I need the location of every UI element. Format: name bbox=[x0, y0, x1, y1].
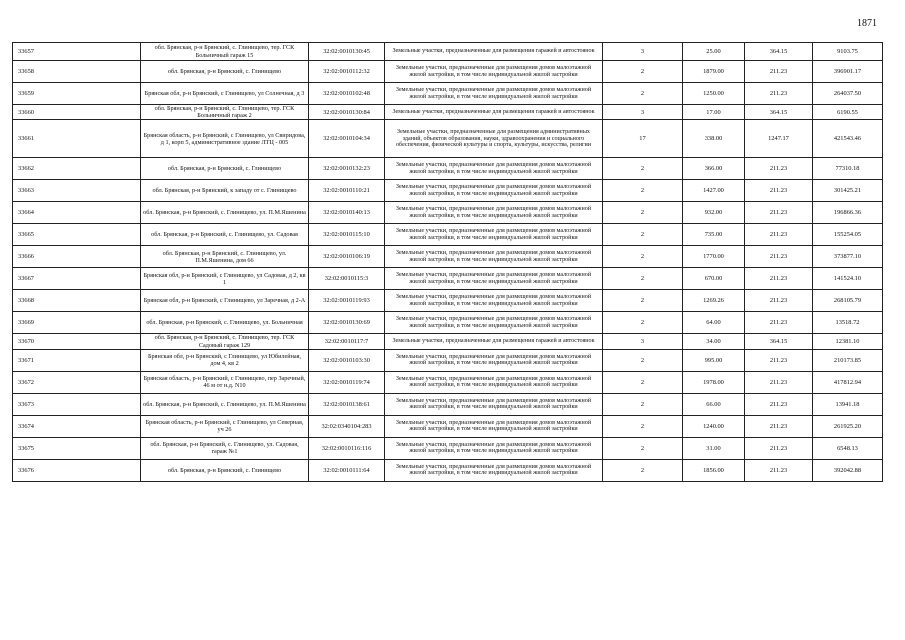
land-use-cell: Земельные участки, предназначенные для размещения гаражей и автостоянок bbox=[385, 334, 603, 349]
table-row bbox=[13, 180, 883, 202]
cadastral-value-cell: 261925.20 bbox=[813, 415, 883, 437]
area-cell: 25.00 bbox=[683, 43, 745, 61]
specific-value-cell: 211.23 bbox=[745, 437, 813, 459]
area-cell: 670.00 bbox=[683, 268, 745, 290]
cadastral-number-cell: 32:02:0010112:32 bbox=[309, 61, 385, 83]
cadastral-number-cell: 32:02:0010115:10 bbox=[309, 224, 385, 246]
cadastral-number-cell: 32:02:0010110:21 bbox=[309, 180, 385, 202]
cadastral-value-cell: 77310.18 bbox=[813, 158, 883, 180]
specific-value-cell: 211.23 bbox=[745, 246, 813, 268]
specific-value-cell: 211.23 bbox=[745, 371, 813, 393]
cadastral-value-cell: 392042.88 bbox=[813, 459, 883, 481]
use-group-cell: 3 bbox=[603, 105, 683, 120]
use-group-cell: 2 bbox=[603, 246, 683, 268]
specific-value-cell: 211.23 bbox=[745, 393, 813, 415]
area-cell: 1269.26 bbox=[683, 290, 745, 312]
land-use-cell: Земельные участки, предназначенные для размещения домов малоэтажной жилой застройки, в том числе индивидуальной жилой застройки bbox=[385, 371, 603, 393]
cadastral-value-cell: 6548.13 bbox=[813, 437, 883, 459]
row-number-cell: 33662 bbox=[13, 158, 141, 180]
table-row bbox=[13, 393, 883, 415]
area-cell: 17.00 bbox=[683, 105, 745, 120]
cadastral-value-cell: 12381.10 bbox=[813, 334, 883, 349]
cadastral-number-cell: 32:02:0010130:84 bbox=[309, 105, 385, 120]
table-row bbox=[13, 371, 883, 393]
table-row bbox=[13, 202, 883, 224]
address-cell: обл. Брянская, р-н Брянский, с. Глинищево, ул. П.М.Яшенина bbox=[141, 202, 309, 224]
address-cell: Брянская обл, р-н Брянский, с Глинищево, ул Солнечная, д 3 bbox=[141, 83, 309, 105]
row-number-cell: 33665 bbox=[13, 224, 141, 246]
table-row bbox=[13, 290, 883, 312]
table-body bbox=[13, 43, 883, 482]
use-group-cell: 2 bbox=[603, 290, 683, 312]
cadastral-number-cell: 32:02:0010115:3 bbox=[309, 268, 385, 290]
specific-value-cell: 211.23 bbox=[745, 268, 813, 290]
table-row bbox=[13, 158, 883, 180]
table-row bbox=[13, 246, 883, 268]
cadastral-number-cell: 32:02:0010138:61 bbox=[309, 393, 385, 415]
cadastral-value-cell: 6190.55 bbox=[813, 105, 883, 120]
cadastral-value-cell: 417812.94 bbox=[813, 371, 883, 393]
address-cell: обл. Брянская, р-н Брянский, с. Глинищево, тер. ГСК Больничный гараж 2 bbox=[141, 105, 309, 120]
address-cell: обл. Брянская, р-н Брянский, с. Глинищево, ул. Больничная bbox=[141, 312, 309, 334]
specific-value-cell: 364.15 bbox=[745, 334, 813, 349]
row-number-cell: 33664 bbox=[13, 202, 141, 224]
specific-value-cell: 211.23 bbox=[745, 312, 813, 334]
address-cell: Брянская обл, р-н Брянский, с Глинищево, ул Заречная, д 2-А bbox=[141, 290, 309, 312]
specific-value-cell: 364.15 bbox=[745, 105, 813, 120]
cadastral-number-cell: 32:02:0010106:19 bbox=[309, 246, 385, 268]
cadastral-value-cell: 9103.75 bbox=[813, 43, 883, 61]
table-row bbox=[13, 437, 883, 459]
page-number: 1871 bbox=[857, 18, 877, 29]
use-group-cell: 2 bbox=[603, 393, 683, 415]
land-use-cell: Земельные участки, предназначенные для размещения гаражей и автостоянок bbox=[385, 43, 603, 61]
cadastral-value-cell: 155254.05 bbox=[813, 224, 883, 246]
specific-value-cell: 211.23 bbox=[745, 290, 813, 312]
area-cell: 1978.00 bbox=[683, 371, 745, 393]
land-use-cell: Земельные участки, предназначенные для размещения домов малоэтажной жилой застройки, в том числе индивидуальной жилой застройки bbox=[385, 459, 603, 481]
use-group-cell: 2 bbox=[603, 83, 683, 105]
area-cell: 31.00 bbox=[683, 437, 745, 459]
row-number-cell: 33660 bbox=[13, 105, 141, 120]
land-use-cell: Земельные участки, предназначенные для размещения домов малоэтажной жилой застройки, в том числе индивидуальной жилой застройки bbox=[385, 415, 603, 437]
table-row bbox=[13, 83, 883, 105]
land-use-cell: Земельные участки, предназначенные для размещения домов малоэтажной жилой застройки, в том числе индивидуальной жилой застройки bbox=[385, 349, 603, 371]
address-cell: Брянская область, р-н Брянский, с Глинищево, ул Свиридова, д 1, корп 5, административное здание ЛТЦ - 005 bbox=[141, 120, 309, 158]
cadastral-value-cell: 13518.72 bbox=[813, 312, 883, 334]
cadastral-value-cell: 421543.46 bbox=[813, 120, 883, 158]
land-use-cell: Земельные участки, предназначенные для размещения домов малоэтажной жилой застройки, в том числе индивидуальной жилой застройки bbox=[385, 312, 603, 334]
land-use-cell: Земельные участки, предназначенные для размещения домов малоэтажной жилой застройки, в том числе индивидуальной жилой застройки bbox=[385, 61, 603, 83]
specific-value-cell: 211.23 bbox=[745, 415, 813, 437]
use-group-cell: 2 bbox=[603, 224, 683, 246]
row-number-cell: 33668 bbox=[13, 290, 141, 312]
use-group-cell: 2 bbox=[603, 180, 683, 202]
land-use-cell: Земельные участки, предназначенные для размещения административных зданий, объектов образования, науки, здравоохранения и социального обеспечения, физической культуры и спорта, культуры, искусства, религии bbox=[385, 120, 603, 158]
cadastral-value-cell: 264037.50 bbox=[813, 83, 883, 105]
specific-value-cell: 211.23 bbox=[745, 349, 813, 371]
area-cell: 1250.00 bbox=[683, 83, 745, 105]
cadastral-number-cell: 32:02:0340104:283 bbox=[309, 415, 385, 437]
row-number-cell: 33666 bbox=[13, 246, 141, 268]
row-number-cell: 33670 bbox=[13, 334, 141, 349]
use-group-cell: 2 bbox=[603, 459, 683, 481]
address-cell: обл. Брянская, р-н Брянский, с. Глинищево bbox=[141, 459, 309, 481]
table-row bbox=[13, 415, 883, 437]
specific-value-cell: 211.23 bbox=[745, 180, 813, 202]
land-use-cell: Земельные участки, предназначенные для размещения домов малоэтажной жилой застройки, в том числе индивидуальной жилой застройки bbox=[385, 437, 603, 459]
area-cell: 1879.00 bbox=[683, 61, 745, 83]
cadastral-number-cell: 32:02:0010140:13 bbox=[309, 202, 385, 224]
address-cell: Брянская обл, р-н Брянский, с Глинищево, ул Садовая, д 2, кв 1 bbox=[141, 268, 309, 290]
area-cell: 366.00 bbox=[683, 158, 745, 180]
use-group-cell: 2 bbox=[603, 312, 683, 334]
cadastral-value-cell: 396901.17 bbox=[813, 61, 883, 83]
address-cell: обл. Брянская, р-н Брянский, с. Глинищево, ул. Садовая, гараж №1 bbox=[141, 437, 309, 459]
use-group-cell: 2 bbox=[603, 349, 683, 371]
row-number-cell: 33659 bbox=[13, 83, 141, 105]
land-use-cell: Земельные участки, предназначенные для размещения домов малоэтажной жилой застройки, в том числе индивидуальной жилой застройки bbox=[385, 393, 603, 415]
row-number-cell: 33661 bbox=[13, 120, 141, 158]
table-row bbox=[13, 459, 883, 481]
row-number-cell: 33676 bbox=[13, 459, 141, 481]
cadastral-number-cell: 32:02:0010119:74 bbox=[309, 371, 385, 393]
address-cell: обл. Брянская, р-н Брянский, с. Глинищево bbox=[141, 61, 309, 83]
use-group-cell: 3 bbox=[603, 43, 683, 61]
address-cell: обл. Брянская, р-н Брянский, с. Глинищево, ул. П.М.Яшенина bbox=[141, 393, 309, 415]
use-group-cell: 3 bbox=[603, 334, 683, 349]
cadastral-value-cell: 141524.10 bbox=[813, 268, 883, 290]
use-group-cell: 2 bbox=[603, 415, 683, 437]
land-use-cell: Земельные участки, предназначенные для размещения домов малоэтажной жилой застройки, в том числе индивидуальной жилой застройки bbox=[385, 158, 603, 180]
cadastral-number-cell: 32:02:0010132:23 bbox=[309, 158, 385, 180]
table-row bbox=[13, 105, 883, 120]
table-row bbox=[13, 224, 883, 246]
cadastral-value-cell: 268105.79 bbox=[813, 290, 883, 312]
land-use-cell: Земельные участки, предназначенные для размещения домов малоэтажной жилой застройки, в том числе индивидуальной жилой застройки bbox=[385, 290, 603, 312]
row-number-cell: 33658 bbox=[13, 61, 141, 83]
use-group-cell: 2 bbox=[603, 158, 683, 180]
specific-value-cell: 364.15 bbox=[745, 43, 813, 61]
cadastral-number-cell: 32:02:0010102:48 bbox=[309, 83, 385, 105]
specific-value-cell: 211.23 bbox=[745, 83, 813, 105]
cadastral-number-cell: 32:02:0010119:93 bbox=[309, 290, 385, 312]
address-cell: Брянская область, р-н Брянский, с Глинищево, ул Северная, уч 26 bbox=[141, 415, 309, 437]
area-cell: 1240.00 bbox=[683, 415, 745, 437]
row-number-cell: 33671 bbox=[13, 349, 141, 371]
row-number-cell: 33657 bbox=[13, 43, 141, 61]
cadastral-value-cell: 373877.10 bbox=[813, 246, 883, 268]
row-number-cell: 33675 bbox=[13, 437, 141, 459]
address-cell: обл. Брянская, р-н Брянский, с. Глинищево bbox=[141, 158, 309, 180]
use-group-cell: 2 bbox=[603, 268, 683, 290]
address-cell: обл. Брянская, р-н Брянский, с. Глинищево, ул. П.М.Яшенина, дом 66 bbox=[141, 246, 309, 268]
use-group-cell: 2 bbox=[603, 61, 683, 83]
row-number-cell: 33667 bbox=[13, 268, 141, 290]
row-number-cell: 33672 bbox=[13, 371, 141, 393]
address-cell: обл. Брянская, р-н Брянский, с. Глинищево, тер. ГСК Больничный гараж 15 bbox=[141, 43, 309, 61]
land-use-cell: Земельные участки, предназначенные для размещения домов малоэтажной жилой застройки, в том числе индивидуальной жилой застройки bbox=[385, 268, 603, 290]
row-number-cell: 33673 bbox=[13, 393, 141, 415]
row-number-cell: 33669 bbox=[13, 312, 141, 334]
area-cell: 34.00 bbox=[683, 334, 745, 349]
cadastral-value-cell: 301425.21 bbox=[813, 180, 883, 202]
table-row bbox=[13, 61, 883, 83]
area-cell: 1770.00 bbox=[683, 246, 745, 268]
specific-value-cell: 211.23 bbox=[745, 459, 813, 481]
use-group-cell: 2 bbox=[603, 371, 683, 393]
land-use-cell: Земельные участки, предназначенные для размещения домов малоэтажной жилой застройки, в том числе индивидуальной жилой застройки bbox=[385, 202, 603, 224]
area-cell: 735.00 bbox=[683, 224, 745, 246]
cadastral-value-cell: 196866.36 bbox=[813, 202, 883, 224]
cadastral-number-cell: 32:02:0010130:45 bbox=[309, 43, 385, 61]
use-group-cell: 17 bbox=[603, 120, 683, 158]
specific-value-cell: 211.23 bbox=[745, 158, 813, 180]
area-cell: 995.00 bbox=[683, 349, 745, 371]
cadastral-value-cell: 13941.18 bbox=[813, 393, 883, 415]
area-cell: 338.00 bbox=[683, 120, 745, 158]
address-cell: Брянская обл, р-н Брянский, с Глинищево, ул Юбилейная, дом 4, кв 2 bbox=[141, 349, 309, 371]
cadastral-number-cell: 32:02:0010116:116 bbox=[309, 437, 385, 459]
area-cell: 66.00 bbox=[683, 393, 745, 415]
land-use-cell: Земельные участки, предназначенные для размещения домов малоэтажной жилой застройки, в том числе индивидуальной жилой застройки bbox=[385, 246, 603, 268]
table-row bbox=[13, 334, 883, 349]
area-cell: 1427.00 bbox=[683, 180, 745, 202]
cadastral-number-cell: 32:02:0010130:69 bbox=[309, 312, 385, 334]
land-use-cell: Земельные участки, предназначенные для размещения гаражей и автостоянок bbox=[385, 105, 603, 120]
use-group-cell: 2 bbox=[603, 437, 683, 459]
cadastral-number-cell: 32:02:0010117:7 bbox=[309, 334, 385, 349]
land-use-cell: Земельные участки, предназначенные для размещения домов малоэтажной жилой застройки, в том числе индивидуальной жилой застройки bbox=[385, 83, 603, 105]
address-cell: обл. Брянская, р-н Брянский, к западу от с. Глинищево bbox=[141, 180, 309, 202]
table-row bbox=[13, 268, 883, 290]
address-cell: обл. Брянская, р-н Брянский, с. Глинищево, тер. ГСК Садовый гараж 129 bbox=[141, 334, 309, 349]
area-cell: 64.00 bbox=[683, 312, 745, 334]
table-row bbox=[13, 349, 883, 371]
specific-value-cell: 211.23 bbox=[745, 61, 813, 83]
area-cell: 932.00 bbox=[683, 202, 745, 224]
use-group-cell: 2 bbox=[603, 202, 683, 224]
land-use-cell: Земельные участки, предназначенные для размещения домов малоэтажной жилой застройки, в том числе индивидуальной жилой застройки bbox=[385, 224, 603, 246]
cadastral-number-cell: 32:02:0010104:34 bbox=[309, 120, 385, 158]
specific-value-cell: 211.23 bbox=[745, 224, 813, 246]
table-row bbox=[13, 120, 883, 158]
cadastral-number-cell: 32:02:0010103:30 bbox=[309, 349, 385, 371]
table-row bbox=[13, 43, 883, 61]
specific-value-cell: 1247.17 bbox=[745, 120, 813, 158]
row-number-cell: 33674 bbox=[13, 415, 141, 437]
cadastral-value-table bbox=[12, 42, 883, 482]
row-number-cell: 33663 bbox=[13, 180, 141, 202]
area-cell: 1856.00 bbox=[683, 459, 745, 481]
land-use-cell: Земельные участки, предназначенные для размещения домов малоэтажной жилой застройки, в том числе индивидуальной жилой застройки bbox=[385, 180, 603, 202]
specific-value-cell: 211.23 bbox=[745, 202, 813, 224]
cadastral-number-cell: 32:02:0010111:64 bbox=[309, 459, 385, 481]
table-row bbox=[13, 312, 883, 334]
address-cell: Брянская область, р-н Брянский, с Глинищево, пер Заречный, 46 м от н.д. N10 bbox=[141, 371, 309, 393]
address-cell: обл. Брянская, р-н Брянский, с. Глинищево, ул. Садовая bbox=[141, 224, 309, 246]
cadastral-value-cell: 210173.85 bbox=[813, 349, 883, 371]
